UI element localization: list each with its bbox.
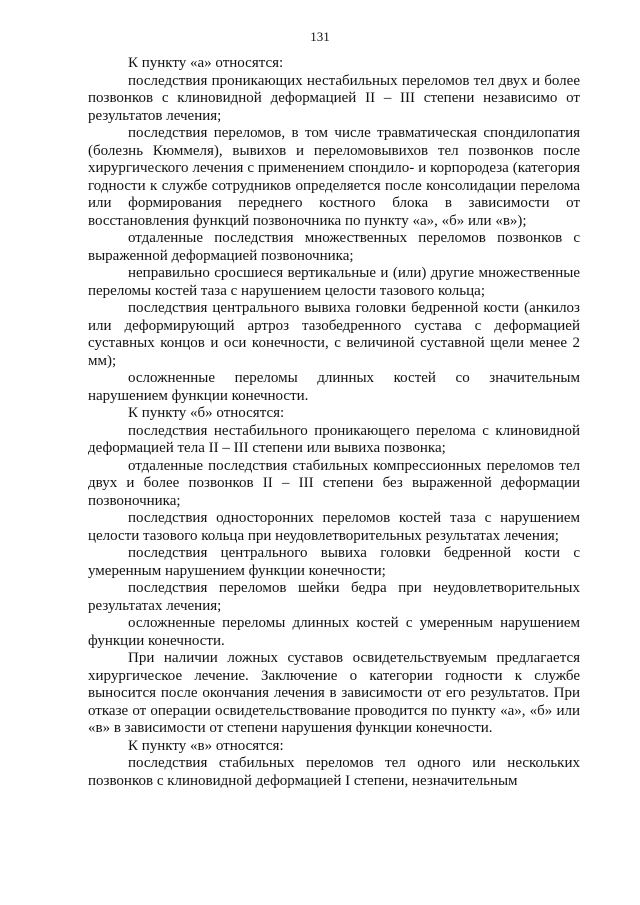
paragraph-item-v-heading: К пункту «в» относятся:	[128, 737, 284, 754]
paragraph: последствия односторонних переломов костей таза с нарушением целости тазового кольца при неудовлетворительных результатах лечения;	[88, 510, 580, 544]
paragraph: последствия нестабильного проникающего перелома с клиновидной деформацией тела II – III степени или вывиха позвонка;	[88, 422, 580, 456]
paragraph: последствия центрального вывиха головки бедренной кости (анкилоз или деформирующий артроз тазобедренного сустава с деформацией суставных концов и оси конечности, с величиной суставной щели менее 2 мм);	[88, 300, 580, 369]
paragraph: последствия переломов шейки бедра при неудовлетворительных результатах лечения;	[88, 580, 580, 614]
page-number: 131	[310, 29, 330, 44]
paragraph: последствия стабильных переломов тел одного или нескольких позвонков с клиновидной деформацией I степени, незначительным	[88, 755, 580, 789]
paragraph-item-a-heading: К пункту «а» относятся:	[128, 55, 284, 71]
paragraph: последствия проникающих нестабильных переломов тел двух и более позвонков с клиновидной деформацией II – III степени независимо от результатов лечения;	[88, 72, 580, 124]
paragraph: отдаленные последствия стабильных компрессионных переломов тел двух и более позвонков II – III степени без выраженной деформации позвоночника;	[88, 457, 580, 509]
paragraph: При наличии ложных суставов освидетельствуемым предлагается хирургическое лечение. Заключение о категории годности к службе выносится после окончания лечения в зависимости от его результатов. При отказе от операции освидетельствование проводится по пункту «а», «б» или «в» в зависимости от степени нарушения функции конечности.	[88, 650, 580, 736]
paragraph: осложненные переломы длинных костей с умеренным нарушением функции конечности.	[88, 615, 580, 649]
document-body	[88, 55, 580, 790]
paragraph: последствия центрального вывиха головки бедренной кости с умеренным нарушением функции конечности;	[88, 545, 580, 579]
paragraph-item-b-heading: К пункту «б» относятся:	[128, 405, 285, 421]
paragraph: отдаленные последствия множественных переломов позвонков с выраженной деформацией позвоночника;	[88, 230, 580, 264]
paragraph: последствия переломов, в том числе травматическая спондилопатия (болезнь Кюммеля), вывихов и переломовывихов тел позвонков после хирургического лечения с применением спондило- и корпородеза (категория годности к службе сотрудников определяется после консолидации перелома или формирования переднего костного блока в зависимости от восстановления функций позвоночника по пункту «а», «б» или «в»);	[88, 125, 580, 229]
paragraph: неправильно сросшиеся вертикальные и (или) другие множественные переломы костей таза с нарушением целости тазового кольца;	[88, 265, 580, 299]
paragraph: осложненные переломы длинных костей со значительным нарушением функции конечности.	[88, 370, 580, 404]
